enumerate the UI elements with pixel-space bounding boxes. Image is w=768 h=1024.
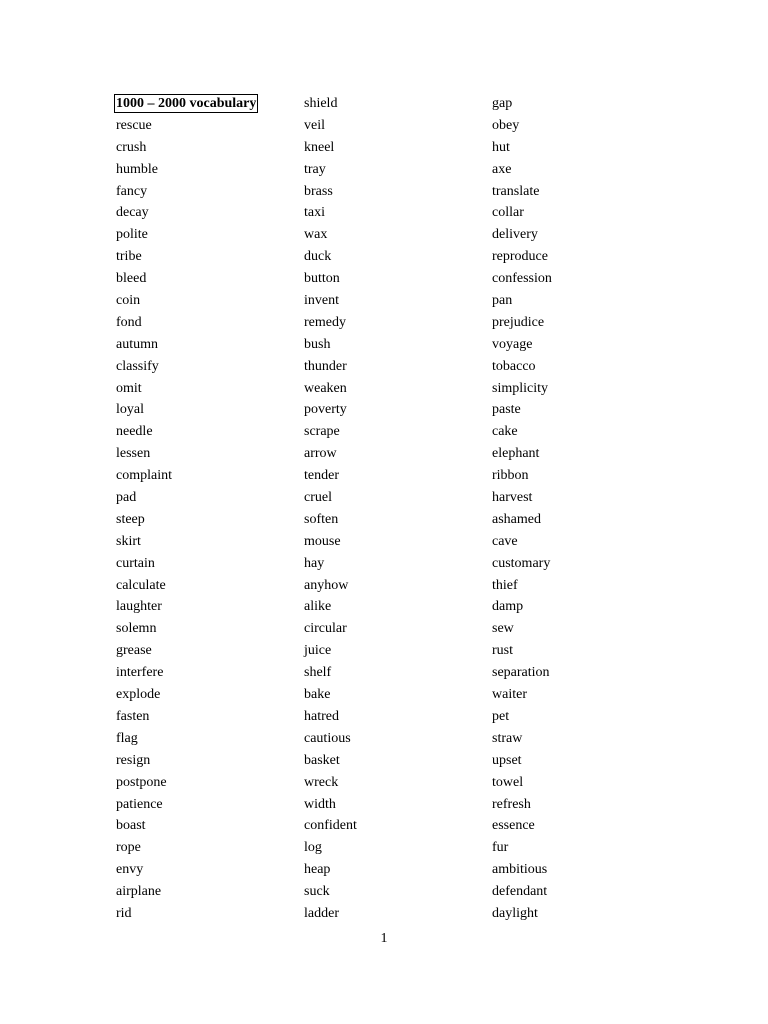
vocab-word: pan <box>492 293 513 309</box>
vocab-word: thief <box>492 577 518 593</box>
vocabulary-heading <box>116 93 258 115</box>
vocab-word: kneel <box>304 139 335 155</box>
vocab-word: needle <box>116 424 153 440</box>
vocab-word: rope <box>116 840 141 856</box>
vocab-word: grease <box>116 643 152 659</box>
vocab-word: wax <box>304 227 328 243</box>
vocab-word: mouse <box>304 533 341 549</box>
vocab-word: skirt <box>116 533 141 549</box>
vocab-word: ambitious <box>492 862 548 878</box>
vocab-word: invent <box>304 293 339 309</box>
vocab-word: humble <box>116 161 158 177</box>
vocab-word: patience <box>116 796 163 812</box>
vocab-word: duck <box>304 249 332 265</box>
vocab-word: loyal <box>116 402 144 418</box>
vocab-word: straw <box>492 730 523 746</box>
vocab-word: weaken <box>304 380 347 396</box>
vocab-word: ribbon <box>492 468 529 484</box>
vocab-word: rust <box>492 643 513 659</box>
vocab-word: complaint <box>116 468 172 484</box>
vocab-column-1 <box>116 93 258 925</box>
vocab-word: alike <box>304 599 332 615</box>
vocab-word: damp <box>492 599 524 615</box>
vocab-column-3 <box>492 93 552 925</box>
vocab-word: tribe <box>116 249 142 265</box>
vocab-word: axe <box>492 161 512 177</box>
vocab-word: ashamed <box>492 511 541 527</box>
page-number-container <box>0 930 768 948</box>
vocab-word: heap <box>304 862 331 878</box>
vocab-word: hatred <box>304 708 339 724</box>
vocab-word: elephant <box>492 446 540 462</box>
vocab-word: rid <box>116 905 132 921</box>
vocab-word: simplicity <box>492 380 548 396</box>
vocab-word: calculate <box>116 577 166 593</box>
vocab-word: hut <box>492 139 510 155</box>
vocab-word: towel <box>492 774 524 790</box>
vocab-word: shield <box>304 96 338 111</box>
vocab-word: pad <box>116 490 137 506</box>
vocab-word: button <box>304 271 340 287</box>
vocab-word: postpone <box>116 774 167 790</box>
vocab-column-2 <box>304 93 357 925</box>
vocab-word: customary <box>492 555 551 571</box>
vocab-word: collar <box>492 205 524 221</box>
vocab-word: arrow <box>304 446 337 462</box>
vocab-word: delivery <box>492 227 538 243</box>
vocab-word: width <box>304 796 336 812</box>
vocab-word: soften <box>304 511 339 527</box>
vocab-word: classify <box>116 358 159 374</box>
vocab-word: reproduce <box>492 249 548 265</box>
vocab-word: separation <box>492 665 550 681</box>
vocab-word: fur <box>492 840 509 856</box>
vocab-word: obey <box>492 117 520 133</box>
vocab-word: waiter <box>492 687 527 703</box>
vocab-word: autumn <box>116 336 158 352</box>
vocab-word: fasten <box>116 708 150 724</box>
vocab-word: suck <box>304 884 330 900</box>
vocab-word: translate <box>492 183 540 199</box>
vocab-word: coin <box>116 293 141 309</box>
vocab-word: sew <box>492 621 514 637</box>
vocab-word: tobacco <box>492 358 536 374</box>
vocab-word: curtain <box>116 555 155 571</box>
vocab-word: airplane <box>116 884 162 900</box>
vocab-word: wreck <box>304 774 339 790</box>
vocab-word: ladder <box>304 905 339 921</box>
vocab-word: confession <box>492 271 552 287</box>
vocab-word: flag <box>116 730 138 746</box>
vocab-word: rescue <box>116 117 152 133</box>
vocab-word: refresh <box>492 796 531 812</box>
vocab-word: cautious <box>304 730 351 746</box>
vocab-word: anyhow <box>304 577 349 593</box>
vocab-word: bush <box>304 336 331 352</box>
vocab-word: tender <box>304 468 339 484</box>
vocab-word: defendant <box>492 884 548 900</box>
vocab-word: gap <box>492 96 513 111</box>
vocab-word: thunder <box>304 358 347 374</box>
vocab-word: daylight <box>492 905 538 921</box>
vocab-word: tray <box>304 161 326 177</box>
vocab-word: confident <box>304 818 357 834</box>
vocab-word: bake <box>304 687 331 703</box>
vocab-word: voyage <box>492 336 533 352</box>
vocab-word: paste <box>492 402 521 418</box>
vocab-word: taxi <box>304 205 325 221</box>
vocab-word: lessen <box>116 446 151 462</box>
vocab-word: shelf <box>304 665 332 681</box>
vocab-word: prejudice <box>492 314 545 330</box>
vocab-word: essence <box>492 818 535 834</box>
vocab-word: scrape <box>304 424 340 440</box>
vocab-word: harvest <box>492 490 533 506</box>
vocab-word: cake <box>492 424 518 440</box>
vocab-word: solemn <box>116 621 157 637</box>
page-number: 1 <box>380 931 388 946</box>
vocab-word: basket <box>304 752 340 768</box>
vocab-word: log <box>304 840 322 856</box>
vocab-word: fancy <box>116 183 148 199</box>
vocab-word: decay <box>116 205 149 221</box>
vocab-word: juice <box>304 643 332 659</box>
vocab-word: cruel <box>304 490 332 506</box>
vocab-word: fond <box>116 314 142 330</box>
vocab-word: crush <box>116 139 147 155</box>
vocab-word: interfere <box>116 665 164 681</box>
vocab-word: circular <box>304 621 347 637</box>
vocab-word: resign <box>116 752 151 768</box>
vocab-word: bleed <box>116 271 147 287</box>
vocab-word: remedy <box>304 314 346 330</box>
vocab-word: omit <box>116 380 142 396</box>
vocab-word: steep <box>116 511 145 527</box>
vocab-word: veil <box>304 117 325 133</box>
vocab-word: explode <box>116 687 161 703</box>
vocab-word: pet <box>492 708 510 724</box>
vocab-word: envy <box>116 862 144 878</box>
vocab-word: hay <box>304 555 325 571</box>
vocab-word: upset <box>492 752 522 768</box>
vocab-word: poverty <box>304 402 347 418</box>
vocab-word: cave <box>492 533 518 549</box>
vocab-word: brass <box>304 183 333 199</box>
heading-text: 1000 – 2000 vocabulary <box>116 96 257 111</box>
vocab-word: boast <box>116 818 146 834</box>
vocab-word: laughter <box>116 599 162 615</box>
vocab-word: polite <box>116 227 148 243</box>
